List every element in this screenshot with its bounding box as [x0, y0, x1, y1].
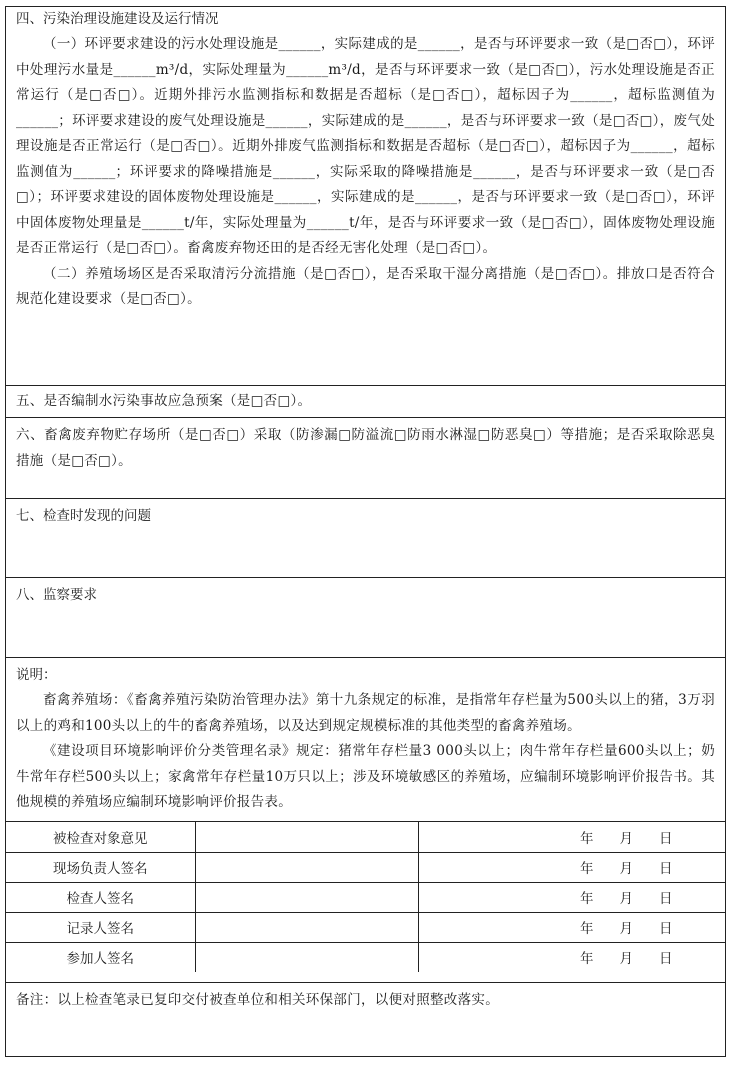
inspection-record-form [5, 6, 726, 1057]
date-day: 日 [659, 921, 673, 937]
date-year: 年 [580, 830, 594, 847]
explain-paragraph-2: 《建设项目环境影响评价分类管理名录》规定：猪常年存栏量3 000头以上；肉牛常年存栏量600头以上；奶牛常年存栏500头以上；家禽常年存栏量10万只以上；涉及环境敏感区的养殖场，应编制环境影响评价报告书。其他规模的养殖场应编制环境影响评价报告表。 [16, 743, 715, 810]
section4-title: 四、污染治理设施建设及运行情况 [16, 11, 219, 27]
signature-row [6, 882, 725, 912]
remark-text: 备注：以上检查笔录已复印交付被查单位和相关环保部门，以便对照整改落实。 [16, 992, 499, 1008]
section-explanation [6, 658, 725, 822]
signature-row [6, 942, 725, 972]
remark-section [6, 982, 725, 1014]
signature-row [6, 912, 725, 942]
section-problems-found [6, 499, 725, 578]
section6-text: 六、畜禽废弃物贮存场所（是□否□）采取（防渗漏□防溢流□防雨水淋湿□防恶臭□）等措施；是否采取除恶臭措施（是□否□）。 [16, 427, 715, 469]
signature-row [6, 852, 725, 882]
signature-row-label: 被检查对象意见 [6, 822, 195, 852]
signature-date [418, 912, 725, 942]
signature-field[interactable] [195, 852, 418, 882]
signature-field[interactable] [195, 882, 418, 912]
section-waste-storage [6, 418, 725, 499]
date-month: 月 [619, 830, 633, 847]
date-day: 日 [659, 951, 673, 968]
section4-paragraph-1: （一）环评要求建设的污水处理设施是______，实际建成的是______，是否与环评要求一致（是□否□），环评中处理污水量是______m³/d，实际处理量为______m³/d，是否与环评要求一致（是□否□），污水处理设施是否正常运行（是□否□）。近期外排污水监测指标和数据是否超标（是□否□），超标因子为______，超标监测值为______；环评要求建设的废气处理设施是______，实际建成的是______，是否与环评要求一致（是□否□），废气处理设施是否正常运行（是□否□）。近期外排废气监测指标和数据是否超标（是□否□），超标因子为______，超标监测值为______；环评要求的降噪措施是______，实际采取的降噪措施是______，是否与环评要求一致（是□否□）；环评要求建设的固体废物处理设施是______，实际建成的是______，是否与环评要求一致（是□否□），环评中固体废物处理量是______t/年，实际处理量为______t/年，是否与环评要求一致（是□否□），固体废物处理设施是否正常运行（是□否□）。畜禽废弃物还田的是否经无害化处理（是□否□）。 [16, 36, 715, 256]
date-year: 年 [580, 951, 594, 968]
date-month: 月 [619, 951, 633, 968]
date-month: 月 [619, 861, 633, 877]
date-year: 年 [580, 891, 594, 907]
date-day: 日 [659, 861, 673, 877]
explain-paragraph-1: 畜禽养殖场：《畜禽养殖污染防治管理办法》第十九条规定的标准，是指常年存栏量为500头以上的猪，3万羽以上的鸡和100头以上的牛的畜禽养殖场，以及达到规定规模标准的其他类型的畜禽养殖场。 [16, 692, 715, 734]
signature-date [418, 822, 725, 852]
section-emergency-plan [6, 386, 725, 418]
section-supervision-requirements [6, 578, 725, 658]
section4-paragraph-2: （二）养殖场场区是否采取清污分流措施（是□否□），是否采取干湿分离措施（是□否□）。排放口是否符合规范化建设要求（是□否□）。 [16, 265, 715, 307]
signature-table [6, 822, 725, 972]
signature-row-label: 现场负责人签名 [6, 852, 195, 882]
section7-title: 七、检查时发现的问题 [16, 508, 151, 524]
signature-row-label: 参加人签名 [6, 942, 195, 972]
section8-title: 八、监察要求 [16, 587, 97, 603]
signature-date [418, 852, 725, 882]
signature-date [418, 882, 725, 912]
signature-row-label: 记录人签名 [6, 912, 195, 942]
signature-row [6, 822, 725, 852]
signature-date [418, 942, 725, 972]
signature-row-label: 检查人签名 [6, 882, 195, 912]
date-month: 月 [619, 921, 633, 937]
section-pollution-facilities [6, 7, 725, 386]
section5-text: 五、是否编制水污染事故应急预案（是□否□）。 [16, 393, 312, 409]
date-year: 年 [580, 921, 594, 937]
date-day: 日 [659, 891, 673, 907]
signature-field[interactable] [195, 822, 418, 852]
date-month: 月 [619, 891, 633, 907]
signature-field[interactable] [195, 942, 418, 972]
date-year: 年 [580, 861, 594, 877]
date-day: 日 [659, 830, 673, 847]
signature-field[interactable] [195, 912, 418, 942]
explain-title: 说明： [16, 667, 57, 683]
